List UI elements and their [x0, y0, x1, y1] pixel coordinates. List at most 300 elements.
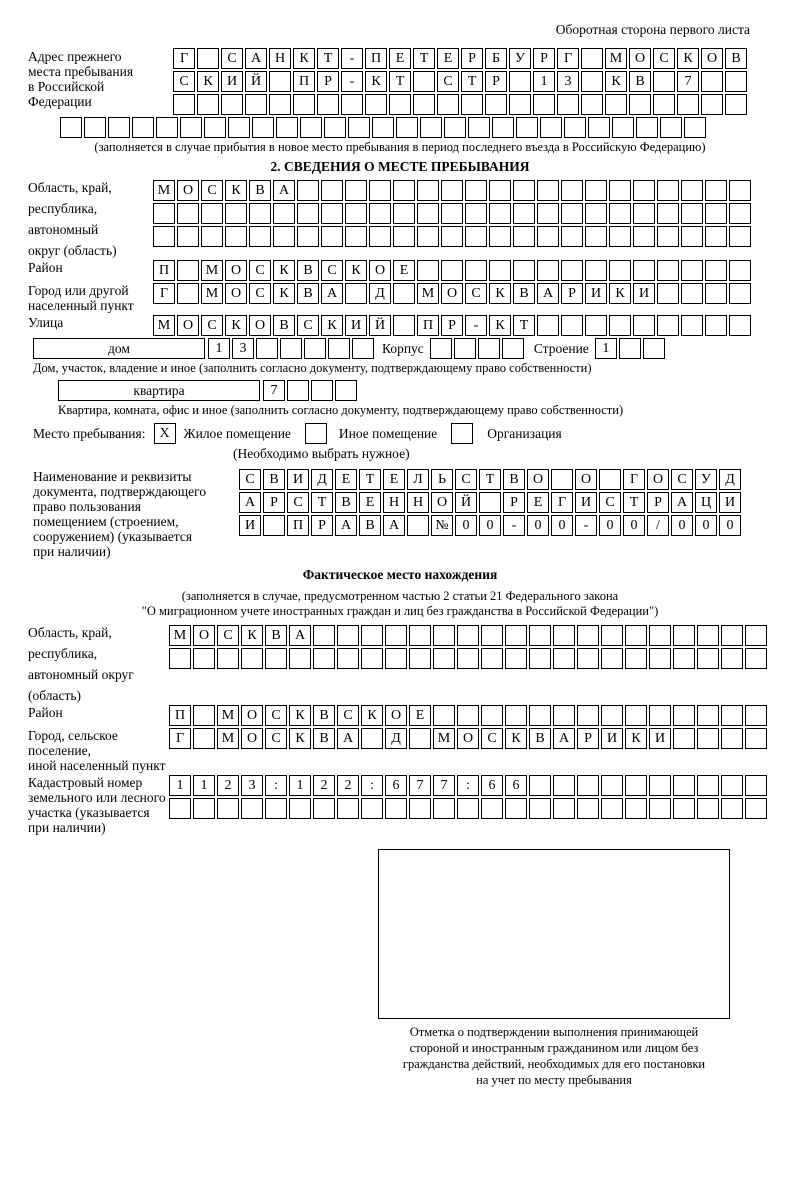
char-cell[interactable]: 1	[193, 775, 215, 796]
char-cell[interactable]: №	[431, 515, 453, 536]
char-cell[interactable]: С	[337, 705, 359, 726]
char-cell[interactable]	[454, 338, 476, 359]
char-cell[interactable]	[396, 117, 418, 138]
char-cell[interactable]: О	[441, 283, 463, 304]
char-cell[interactable]	[385, 648, 407, 669]
char-cell[interactable]	[489, 260, 511, 281]
char-cell[interactable]: И	[719, 492, 741, 513]
char-cell[interactable]	[633, 180, 655, 201]
char-cell[interactable]	[478, 338, 500, 359]
char-cell[interactable]	[729, 315, 751, 336]
char-cell[interactable]: М	[217, 705, 239, 726]
char-cell[interactable]	[505, 648, 527, 669]
char-cell[interactable]	[437, 94, 459, 115]
char-cell[interactable]: М	[433, 728, 455, 749]
char-cell[interactable]: -	[341, 71, 363, 92]
char-cell[interactable]: Й	[369, 315, 391, 336]
char-cell[interactable]: 1	[169, 775, 191, 796]
input-row[interactable]	[153, 283, 751, 304]
char-cell[interactable]	[297, 226, 319, 247]
char-cell[interactable]: 0	[551, 515, 573, 536]
char-cell[interactable]	[657, 203, 679, 224]
char-cell[interactable]	[300, 117, 322, 138]
char-cell[interactable]: 0	[599, 515, 621, 536]
char-cell[interactable]	[217, 648, 239, 669]
char-cell[interactable]: 1	[595, 338, 617, 359]
char-cell[interactable]	[673, 728, 695, 749]
char-cell[interactable]: Е	[409, 705, 431, 726]
input-row[interactable]	[169, 625, 767, 646]
char-cell[interactable]: К	[293, 48, 315, 69]
input-row[interactable]	[173, 48, 747, 69]
char-cell[interactable]: М	[153, 180, 175, 201]
char-cell[interactable]	[625, 625, 647, 646]
char-cell[interactable]	[289, 798, 311, 819]
char-cell[interactable]	[725, 94, 747, 115]
char-cell[interactable]: Е	[359, 492, 381, 513]
char-cell[interactable]	[444, 117, 466, 138]
char-cell[interactable]: К	[489, 315, 511, 336]
char-cell[interactable]	[697, 775, 719, 796]
char-cell[interactable]	[625, 705, 647, 726]
char-cell[interactable]	[561, 203, 583, 224]
char-cell[interactable]: Е	[335, 469, 357, 490]
char-cell[interactable]	[389, 94, 411, 115]
input-row[interactable]	[169, 728, 767, 749]
char-cell[interactable]	[489, 180, 511, 201]
char-cell[interactable]: С	[201, 180, 223, 201]
char-cell[interactable]: В	[359, 515, 381, 536]
char-cell[interactable]: Г	[169, 728, 191, 749]
char-cell[interactable]	[509, 94, 531, 115]
char-cell[interactable]	[409, 648, 431, 669]
char-cell[interactable]: Й	[245, 71, 267, 92]
char-cell[interactable]: В	[725, 48, 747, 69]
input-row[interactable]	[169, 705, 767, 726]
char-cell[interactable]	[481, 648, 503, 669]
char-cell[interactable]	[609, 315, 631, 336]
char-cell[interactable]: К	[197, 71, 219, 92]
char-cell[interactable]	[393, 315, 415, 336]
char-cell[interactable]: А	[245, 48, 267, 69]
char-cell[interactable]	[649, 775, 671, 796]
char-cell[interactable]	[653, 94, 675, 115]
char-cell[interactable]	[417, 226, 439, 247]
char-cell[interactable]: К	[505, 728, 527, 749]
char-cell[interactable]: Г	[557, 48, 579, 69]
char-cell[interactable]	[513, 180, 535, 201]
char-cell[interactable]	[193, 728, 215, 749]
char-cell[interactable]	[468, 117, 490, 138]
char-cell[interactable]: В	[513, 283, 535, 304]
char-cell[interactable]: К	[225, 315, 247, 336]
char-cell[interactable]	[633, 260, 655, 281]
char-cell[interactable]: К	[273, 260, 295, 281]
char-cell[interactable]	[505, 625, 527, 646]
input-row[interactable]	[169, 798, 767, 819]
char-cell[interactable]: М	[201, 283, 223, 304]
char-cell[interactable]	[153, 226, 175, 247]
char-cell[interactable]	[393, 226, 415, 247]
char-cell[interactable]	[601, 798, 623, 819]
char-cell[interactable]: Г	[153, 283, 175, 304]
char-cell[interactable]: С	[465, 283, 487, 304]
char-cell[interactable]	[201, 226, 223, 247]
char-cell[interactable]	[643, 338, 665, 359]
char-cell[interactable]	[557, 94, 579, 115]
char-cell[interactable]	[385, 798, 407, 819]
char-cell[interactable]	[502, 338, 524, 359]
char-cell[interactable]	[588, 117, 610, 138]
char-cell[interactable]: -	[465, 315, 487, 336]
char-cell[interactable]: С	[201, 315, 223, 336]
char-cell[interactable]: /	[647, 515, 669, 536]
char-cell[interactable]	[609, 180, 631, 201]
char-cell[interactable]	[180, 117, 202, 138]
char-cell[interactable]: Б	[485, 48, 507, 69]
char-cell[interactable]: 0	[695, 515, 717, 536]
char-cell[interactable]: С	[297, 315, 319, 336]
char-cell[interactable]: О	[629, 48, 651, 69]
char-cell[interactable]	[409, 625, 431, 646]
char-cell[interactable]: Н	[269, 48, 291, 69]
char-cell[interactable]	[409, 798, 431, 819]
char-cell[interactable]: С	[265, 728, 287, 749]
char-cell[interactable]	[745, 625, 767, 646]
char-cell[interactable]	[673, 705, 695, 726]
char-cell[interactable]: О	[241, 705, 263, 726]
char-cell[interactable]: 7	[677, 71, 699, 92]
char-cell[interactable]: П	[293, 71, 315, 92]
char-cell[interactable]: К	[489, 283, 511, 304]
char-cell[interactable]	[479, 492, 501, 513]
char-cell[interactable]: Т	[317, 48, 339, 69]
char-cell[interactable]: С	[249, 283, 271, 304]
char-cell[interactable]: 1	[208, 338, 230, 359]
char-cell[interactable]	[417, 260, 439, 281]
char-cell[interactable]	[681, 260, 703, 281]
char-cell[interactable]	[217, 798, 239, 819]
char-cell[interactable]: Т	[359, 469, 381, 490]
char-cell[interactable]	[537, 180, 559, 201]
char-cell[interactable]	[249, 226, 271, 247]
char-cell[interactable]	[60, 117, 82, 138]
char-cell[interactable]: 0	[623, 515, 645, 536]
char-cell[interactable]	[263, 515, 285, 536]
char-cell[interactable]	[489, 203, 511, 224]
char-cell[interactable]	[311, 380, 333, 401]
char-cell[interactable]	[505, 798, 527, 819]
char-cell[interactable]	[657, 260, 679, 281]
char-cell[interactable]	[657, 315, 679, 336]
char-cell[interactable]: Ь	[431, 469, 453, 490]
char-cell[interactable]: Д	[311, 469, 333, 490]
char-cell[interactable]	[553, 775, 575, 796]
char-cell[interactable]	[321, 203, 343, 224]
char-cell[interactable]	[585, 203, 607, 224]
char-cell[interactable]: В	[335, 492, 357, 513]
char-cell[interactable]: О	[647, 469, 669, 490]
char-cell[interactable]	[348, 117, 370, 138]
char-cell[interactable]	[673, 775, 695, 796]
char-cell[interactable]	[417, 203, 439, 224]
char-cell[interactable]	[156, 117, 178, 138]
char-cell[interactable]: 0	[455, 515, 477, 536]
char-cell[interactable]	[108, 117, 130, 138]
char-cell[interactable]: С	[671, 469, 693, 490]
char-cell[interactable]: П	[169, 705, 191, 726]
char-cell[interactable]: Д	[369, 283, 391, 304]
char-cell[interactable]: 3	[241, 775, 263, 796]
char-cell[interactable]	[385, 625, 407, 646]
char-cell[interactable]: Р	[503, 492, 525, 513]
char-cell[interactable]: М	[217, 728, 239, 749]
char-cell[interactable]: П	[417, 315, 439, 336]
char-cell[interactable]: А	[671, 492, 693, 513]
char-cell[interactable]	[433, 798, 455, 819]
char-cell[interactable]	[169, 648, 191, 669]
char-cell[interactable]: А	[337, 728, 359, 749]
char-cell[interactable]: 0	[719, 515, 741, 536]
char-cell[interactable]	[577, 775, 599, 796]
char-cell[interactable]: К	[321, 315, 343, 336]
char-cell[interactable]	[697, 798, 719, 819]
char-cell[interactable]: Р	[647, 492, 669, 513]
char-cell[interactable]: К	[225, 180, 247, 201]
char-cell[interactable]	[721, 705, 743, 726]
char-cell[interactable]	[609, 260, 631, 281]
char-cell[interactable]	[529, 705, 551, 726]
char-cell[interactable]: А	[553, 728, 575, 749]
char-cell[interactable]	[430, 338, 452, 359]
char-cell[interactable]	[577, 705, 599, 726]
char-cell[interactable]	[293, 94, 315, 115]
char-cell[interactable]	[633, 226, 655, 247]
char-cell[interactable]: К	[289, 728, 311, 749]
char-cell[interactable]	[681, 180, 703, 201]
char-cell[interactable]	[409, 728, 431, 749]
char-cell[interactable]: 1	[533, 71, 555, 92]
char-cell[interactable]	[605, 94, 627, 115]
char-cell[interactable]: С	[265, 705, 287, 726]
char-cell[interactable]	[204, 117, 226, 138]
char-cell[interactable]: Е	[437, 48, 459, 69]
char-cell[interactable]: Т	[389, 71, 411, 92]
char-cell[interactable]	[513, 203, 535, 224]
char-cell[interactable]	[745, 728, 767, 749]
char-cell[interactable]	[581, 94, 603, 115]
char-cell[interactable]	[705, 180, 727, 201]
char-cell[interactable]	[173, 94, 195, 115]
char-cell[interactable]	[721, 625, 743, 646]
char-cell[interactable]	[561, 180, 583, 201]
char-cell[interactable]: О	[249, 315, 271, 336]
char-cell[interactable]	[177, 260, 199, 281]
char-cell[interactable]	[721, 775, 743, 796]
char-cell[interactable]: У	[509, 48, 531, 69]
char-cell[interactable]	[328, 338, 350, 359]
char-cell[interactable]	[581, 48, 603, 69]
char-cell[interactable]	[657, 283, 679, 304]
char-cell[interactable]: 1	[289, 775, 311, 796]
char-cell[interactable]: А	[239, 492, 261, 513]
char-cell[interactable]: Р	[317, 71, 339, 92]
char-cell[interactable]	[481, 705, 503, 726]
char-cell[interactable]	[153, 203, 175, 224]
char-cell[interactable]	[193, 798, 215, 819]
char-cell[interactable]	[729, 203, 751, 224]
char-cell[interactable]	[633, 203, 655, 224]
char-cell[interactable]	[457, 798, 479, 819]
char-cell[interactable]	[673, 625, 695, 646]
char-cell[interactable]: Т	[479, 469, 501, 490]
char-cell[interactable]	[561, 226, 583, 247]
char-cell[interactable]	[241, 648, 263, 669]
char-cell[interactable]: М	[201, 260, 223, 281]
char-cell[interactable]	[221, 94, 243, 115]
input-row[interactable]	[153, 315, 751, 336]
char-cell[interactable]	[516, 117, 538, 138]
char-cell[interactable]: И	[575, 492, 597, 513]
char-cell[interactable]	[313, 798, 335, 819]
char-cell[interactable]: П	[365, 48, 387, 69]
char-cell[interactable]	[745, 705, 767, 726]
char-cell[interactable]: Р	[311, 515, 333, 536]
char-cell[interactable]	[697, 728, 719, 749]
char-cell[interactable]: О	[527, 469, 549, 490]
char-cell[interactable]	[197, 48, 219, 69]
char-cell[interactable]: А	[335, 515, 357, 536]
char-cell[interactable]: В	[297, 260, 319, 281]
char-cell[interactable]	[585, 226, 607, 247]
char-cell[interactable]	[297, 203, 319, 224]
char-cell[interactable]	[629, 94, 651, 115]
char-cell[interactable]	[201, 203, 223, 224]
char-cell[interactable]	[256, 338, 278, 359]
char-cell[interactable]: А	[383, 515, 405, 536]
char-cell[interactable]: Р	[533, 48, 555, 69]
char-cell[interactable]	[169, 798, 191, 819]
char-cell[interactable]	[681, 283, 703, 304]
char-cell[interactable]: В	[629, 71, 651, 92]
char-cell[interactable]: М	[417, 283, 439, 304]
char-cell[interactable]: В	[503, 469, 525, 490]
char-cell[interactable]: Д	[385, 728, 407, 749]
char-cell[interactable]	[673, 798, 695, 819]
char-cell[interactable]	[465, 180, 487, 201]
char-cell[interactable]: К	[273, 283, 295, 304]
char-cell[interactable]	[433, 648, 455, 669]
char-cell[interactable]	[197, 94, 219, 115]
char-cell[interactable]	[225, 226, 247, 247]
char-cell[interactable]: О	[431, 492, 453, 513]
char-cell[interactable]: К	[289, 705, 311, 726]
char-cell[interactable]	[335, 380, 357, 401]
char-cell[interactable]: 6	[505, 775, 527, 796]
char-cell[interactable]	[577, 648, 599, 669]
char-cell[interactable]: 6	[481, 775, 503, 796]
char-cell[interactable]: К	[345, 260, 367, 281]
char-cell[interactable]	[352, 338, 374, 359]
char-cell[interactable]	[537, 315, 559, 336]
char-cell[interactable]: 2	[313, 775, 335, 796]
char-cell[interactable]	[276, 117, 298, 138]
char-cell[interactable]: :	[361, 775, 383, 796]
char-cell[interactable]: В	[263, 469, 285, 490]
char-cell[interactable]: К	[625, 728, 647, 749]
char-cell[interactable]: О	[457, 728, 479, 749]
char-cell[interactable]	[681, 203, 703, 224]
char-cell[interactable]	[265, 648, 287, 669]
input-row[interactable]	[60, 117, 772, 138]
char-cell[interactable]: К	[361, 705, 383, 726]
char-cell[interactable]: Е	[383, 469, 405, 490]
char-cell[interactable]	[321, 226, 343, 247]
char-cell[interactable]	[313, 648, 335, 669]
char-cell[interactable]	[273, 203, 295, 224]
char-cell[interactable]	[601, 648, 623, 669]
char-cell[interactable]	[505, 705, 527, 726]
char-cell[interactable]: К	[241, 625, 263, 646]
char-cell[interactable]	[297, 180, 319, 201]
char-cell[interactable]: К	[605, 71, 627, 92]
char-cell[interactable]	[705, 315, 727, 336]
char-cell[interactable]	[287, 380, 309, 401]
char-cell[interactable]: О	[225, 260, 247, 281]
char-cell[interactable]	[177, 283, 199, 304]
char-cell[interactable]	[705, 226, 727, 247]
char-cell[interactable]	[485, 94, 507, 115]
char-cell[interactable]	[513, 226, 535, 247]
char-cell[interactable]: Г	[623, 469, 645, 490]
char-cell[interactable]	[601, 705, 623, 726]
char-cell[interactable]: М	[153, 315, 175, 336]
char-cell[interactable]	[551, 469, 573, 490]
char-cell[interactable]	[625, 798, 647, 819]
char-cell[interactable]	[649, 648, 671, 669]
char-cell[interactable]	[337, 625, 359, 646]
char-cell[interactable]	[673, 648, 695, 669]
char-cell[interactable]	[697, 705, 719, 726]
char-cell[interactable]: С	[455, 469, 477, 490]
char-cell[interactable]: -	[503, 515, 525, 536]
checkbox-organization[interactable]	[451, 423, 473, 444]
char-cell[interactable]	[193, 705, 215, 726]
char-cell[interactable]: -	[575, 515, 597, 536]
char-cell[interactable]: Е	[527, 492, 549, 513]
char-cell[interactable]	[612, 117, 634, 138]
char-cell[interactable]	[461, 94, 483, 115]
char-cell[interactable]	[249, 203, 271, 224]
char-cell[interactable]: М	[605, 48, 627, 69]
char-cell[interactable]: 7	[263, 380, 285, 401]
char-cell[interactable]	[564, 117, 586, 138]
char-cell[interactable]	[321, 180, 343, 201]
char-cell[interactable]	[601, 775, 623, 796]
char-cell[interactable]	[577, 625, 599, 646]
char-cell[interactable]: 7	[409, 775, 431, 796]
stroenie-input[interactable]	[595, 338, 665, 359]
char-cell[interactable]	[369, 180, 391, 201]
char-cell[interactable]	[537, 226, 559, 247]
char-cell[interactable]	[705, 283, 727, 304]
char-cell[interactable]: 2	[337, 775, 359, 796]
char-cell[interactable]	[193, 648, 215, 669]
char-cell[interactable]	[701, 94, 723, 115]
char-cell[interactable]	[492, 117, 514, 138]
input-row[interactable]	[239, 492, 741, 513]
char-cell[interactable]	[393, 203, 415, 224]
